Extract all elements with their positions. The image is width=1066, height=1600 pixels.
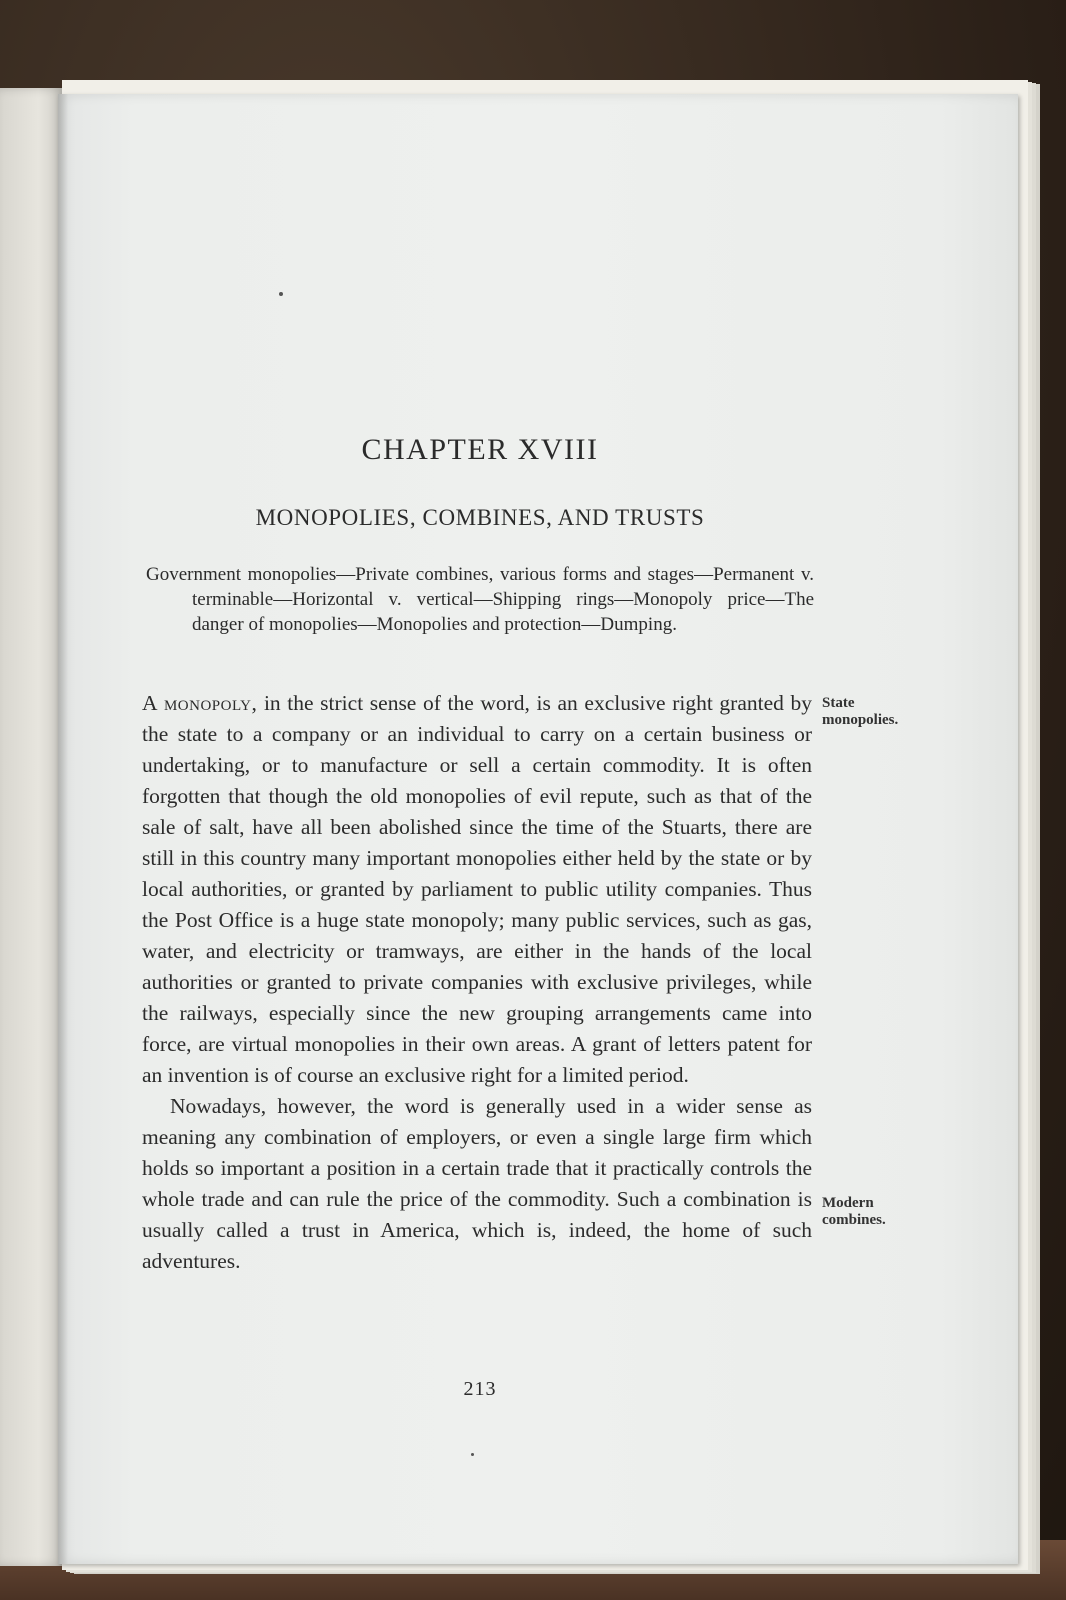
sidenote-state-monopolies	[822, 695, 932, 729]
paragraph-1	[142, 688, 812, 1091]
sidenote-line: monopolies.	[822, 712, 899, 728]
page-speck	[471, 1453, 474, 1456]
page-speck	[279, 292, 283, 296]
sidenote-line: State	[822, 695, 855, 711]
sidenote-line: combines.	[822, 1212, 886, 1228]
page-number: 213	[463, 1378, 497, 1400]
chapter-title: CHAPTER XVIII	[361, 433, 599, 466]
paragraph-lead: A monopoly,	[142, 691, 258, 715]
chapter-subtitle: MONOPOLIES, COMBINES, AND TRUSTS	[255, 505, 705, 530]
paragraph-2: Nowadays, however, the word is generally used in a wider sense as meaning any combination of employers, or even a single large firm which holds so important a position in a certain trade that it practically controls the whole trade and can rule the price of the commodity. Such a combination is usually called a trust in America, which is, indeed, the home of such adventures.	[142, 1094, 812, 1273]
previous-leaf	[0, 88, 64, 1566]
body-text	[142, 688, 812, 1277]
sidenote-line: Modern	[822, 1195, 874, 1211]
chapter-synopsis: Government monopolies—Private combines, various forms and stages—Permanent v. terminable—Horizontal v. vertical—Shipping rings—Monopoly price—The danger of monopolies—Monopolies and protection—Dumping.	[146, 564, 814, 635]
page-gutter-shadow	[58, 94, 68, 1564]
sidenote-modern-combines	[822, 1195, 932, 1229]
paragraph-1-text: in the strict sense of the word, is an exclusive right granted by the state to a company or an individual to carry on a certain business or undertaking, or to manufacture or sell a certain commodity. It is often forgotten that though the old monopolies of evil repute, such as that of the sale of salt, have all been abolished since the time of the Stuarts, there are still in this country many important monopolies either held by the state or by local authorities, or granted by parliament to public utility companies. Thus the Post Office is a huge state monopoly; many public services, such as gas, water, and electricity or tramways, are either in the hands of the local authorities or granted to private companies with exclusive privileges, while the railways, especially since the new grouping arrangements came into force, are virtual monopolies in their own areas. A grant of letters patent for an invention is of course an exclusive right for a limited period.	[142, 691, 813, 1087]
